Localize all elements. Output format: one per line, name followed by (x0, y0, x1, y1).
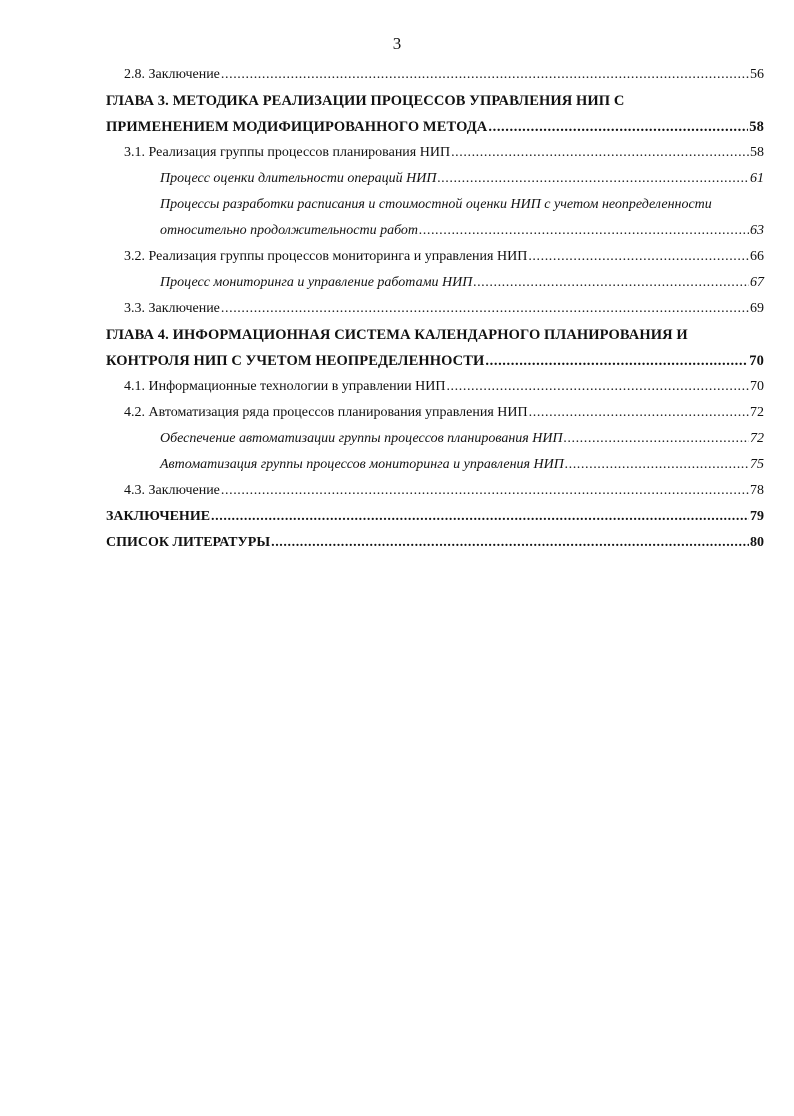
toc-leader-dots (446, 374, 749, 400)
toc-entry-title: Процесс мониторинга и управление работами НИП (160, 275, 473, 290)
toc-entry-title: 2.8. Заключение (124, 67, 220, 82)
toc-entry-title: ПРИМЕНЕНИЕМ МОДИФИЦИРОВАННОГО МЕТОДА (106, 119, 488, 135)
toc-entry-page: 63 (750, 223, 764, 238)
toc-entry-3-3[interactable] (124, 296, 764, 322)
table-of-contents (0, 62, 794, 556)
toc-entry-title: 4.3. Заключение (124, 483, 220, 498)
toc-leader-dots (221, 62, 749, 88)
toc-entry-3-1-b[interactable] (160, 218, 764, 244)
toc-entry-3-2-a[interactable] (160, 270, 764, 296)
toc-chapter-3-line1[interactable]: ГЛАВА 3. МЕТОДИКА РЕАЛИЗАЦИИ ПРОЦЕССОВ УПРАВЛЕНИЯ НИП С (106, 93, 625, 109)
toc-entry-2-8[interactable] (124, 62, 764, 88)
toc-leader-dots (473, 270, 749, 296)
toc-entry-title: 3.2. Реализация группы процессов мониторинга и управления НИП (124, 249, 528, 264)
toc-entry-4-2[interactable] (124, 400, 764, 426)
toc-entry-page: 67 (750, 275, 764, 290)
toc-entry-title: Процесс оценки длительности операций НИП (160, 171, 437, 186)
toc-entry-title: Автоматизация группы процессов мониторинга и управления НИП (160, 457, 564, 472)
toc-chapter-4[interactable] (106, 348, 764, 374)
toc-entry-page: 72 (750, 405, 764, 420)
toc-entry-page: 56 (750, 67, 764, 82)
toc-entry-page: 75 (750, 457, 764, 472)
page-number: 3 (392, 34, 402, 53)
toc-entry-title: ЗАКЛЮЧЕНИЕ (106, 509, 211, 524)
toc-leader-dots (485, 348, 748, 374)
toc-entry-4-1[interactable] (124, 374, 764, 400)
toc-entry-page: 58 (750, 145, 764, 160)
toc-entry-title: Обеспечение автоматизации группы процессов планирования НИП (160, 431, 563, 446)
toc-leader-dots (529, 400, 749, 426)
toc-entry-page: 70 (749, 353, 764, 369)
toc-entry-title: КОНТРОЛЯ НИП С УЧЕТОМ НЕОПРЕДЕЛЕННОСТИ (106, 353, 485, 369)
toc-entry-3-2[interactable] (124, 244, 764, 270)
toc-entry-title: 4.2. Автоматизация ряда процессов планирования управления НИП (124, 405, 528, 420)
toc-entry-page: 66 (750, 249, 764, 264)
toc-entry-3-1-a[interactable] (160, 166, 764, 192)
toc-entry-4-3[interactable] (124, 478, 764, 504)
toc-leader-dots (221, 296, 749, 322)
toc-entry-page: 78 (750, 483, 764, 498)
toc-entry-page: 58 (749, 119, 764, 135)
toc-entry-page: 79 (750, 509, 764, 524)
toc-chapter-4-line1[interactable]: ГЛАВА 4. ИНФОРМАЦИОННАЯ СИСТЕМА КАЛЕНДАРНОГО ПЛАНИРОВАНИЯ И (106, 327, 688, 343)
toc-entry-page: 72 (750, 431, 764, 446)
toc-leader-dots (565, 452, 749, 478)
toc-leader-dots (437, 166, 749, 192)
toc-entry-page: 69 (750, 301, 764, 316)
toc-entry-title: СПИСОК ЛИТЕРАТУРЫ (106, 535, 271, 550)
toc-entry-4-2-b[interactable] (160, 452, 764, 478)
toc-entry-page: 80 (750, 535, 764, 550)
toc-entry-3-1-b-line1[interactable]: Процессы разработки расписания и стоимостной оценки НИП с учетом неопределенности (160, 197, 712, 212)
toc-entry-references[interactable] (106, 530, 764, 556)
toc-leader-dots (564, 426, 749, 452)
toc-entry-3-1[interactable] (124, 140, 764, 166)
toc-entry-page: 70 (750, 379, 764, 394)
toc-leader-dots (221, 478, 749, 504)
toc-leader-dots (451, 140, 749, 166)
toc-chapter-3[interactable] (106, 114, 764, 140)
toc-leader-dots (211, 504, 749, 530)
toc-entry-title: относительно продолжительности работ (160, 223, 419, 238)
toc-leader-dots (271, 530, 749, 556)
toc-entry-4-2-a[interactable] (160, 426, 764, 452)
toc-entry-page: 61 (750, 171, 764, 186)
toc-entry-title: 3.1. Реализация группы процессов планирования НИП (124, 145, 451, 160)
toc-entry-title: 3.3. Заключение (124, 301, 220, 316)
toc-leader-dots (528, 244, 749, 270)
toc-leader-dots (419, 218, 749, 244)
toc-entry-conclusion[interactable] (106, 504, 764, 530)
toc-leader-dots (488, 114, 748, 140)
toc-entry-title: 4.1. Информационные технологии в управлении НИП (124, 379, 446, 394)
